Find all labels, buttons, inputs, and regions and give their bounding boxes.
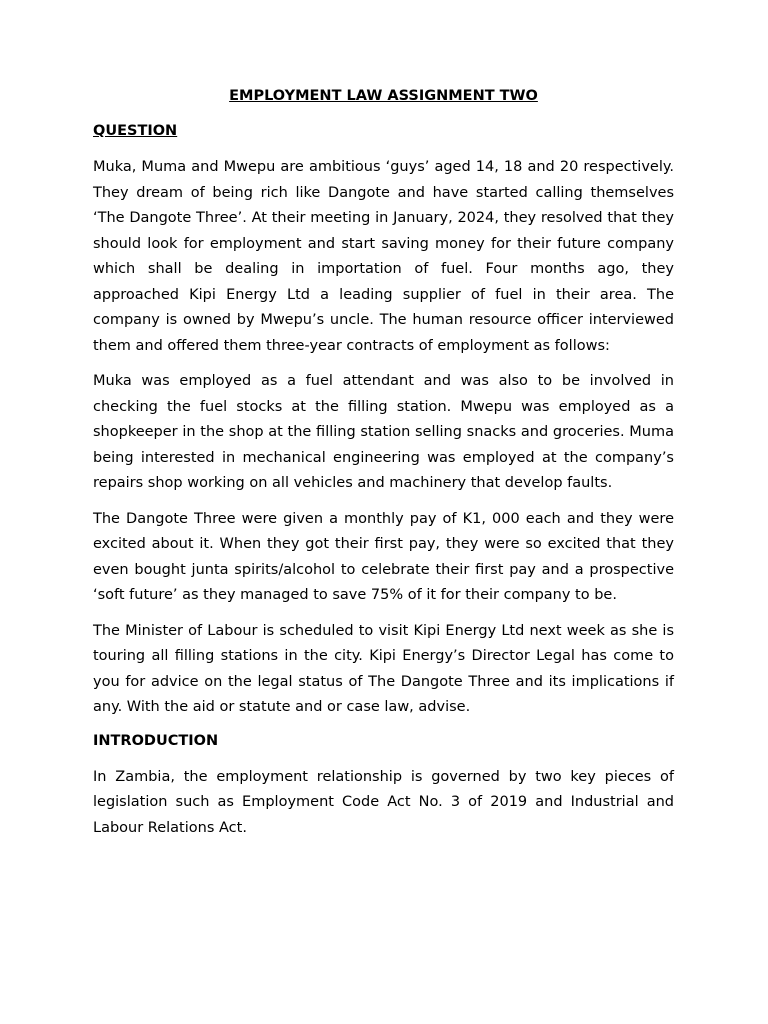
question-heading: QUESTION	[93, 123, 178, 139]
introduction-paragraph: In Zambia, the employment relationship is governed by two key pieces of legislation such as Employment Code Act No. 3 of 2019 and Industrial and Labour Relations Act.	[93, 768, 674, 836]
question-paragraph-4: The Minister of Labour is scheduled to visit Kipi Energy Ltd next week as she is touring all filling stations in the city. Kipi Energy’s Director Legal has come to you for advice on the legal status of The Dangote Three and its implications if any. With the aid or statute and or case law, advise.	[93, 622, 674, 715]
document-title: EMPLOYMENT LAW ASSIGNMENT TWO	[229, 88, 538, 104]
introduction-heading: INTRODUCTION	[93, 732, 219, 749]
question-paragraph-1: Muka, Muma and Mwepu are ambitious ‘guys’ aged 14, 18 and 20 respectively. They dream of being rich like Dangote and have started calling themselves ‘The Dangote Three’. At their meeting in January, 2024, they resolved that they should look for employment and start saving money for their future company which shall be dealing in importation of fuel. Four months ago, they approached Kipi Energy Ltd a leading supplier of fuel in their area. The company is owned by Mwepu’s uncle. The human resource officer interviewed them and offered them three-year contracts of employment as follows:	[93, 159, 674, 354]
question-paragraph-2: Muka was employed as a fuel attendant and was also to be involved in checking the fuel stocks at the filling station. Mwepu was employed as a shopkeeper in the shop at the filling station selling snacks and groceries. Muma being interested in mechanical engineering was employed at the company’s repairs shop working on all vehicles and machinery that develop faults.	[93, 373, 674, 491]
question-paragraph-3: The Dangote Three were given a monthly pay of K1, 000 each and they were excited about it. When they got their first pay, they were so excited that they even bought junta spirits/alcohol to celebrate their first pay and a prospective ‘soft future’ as they managed to save 75% of it for their company to be.	[93, 510, 674, 603]
document-page	[93, 86, 674, 851]
